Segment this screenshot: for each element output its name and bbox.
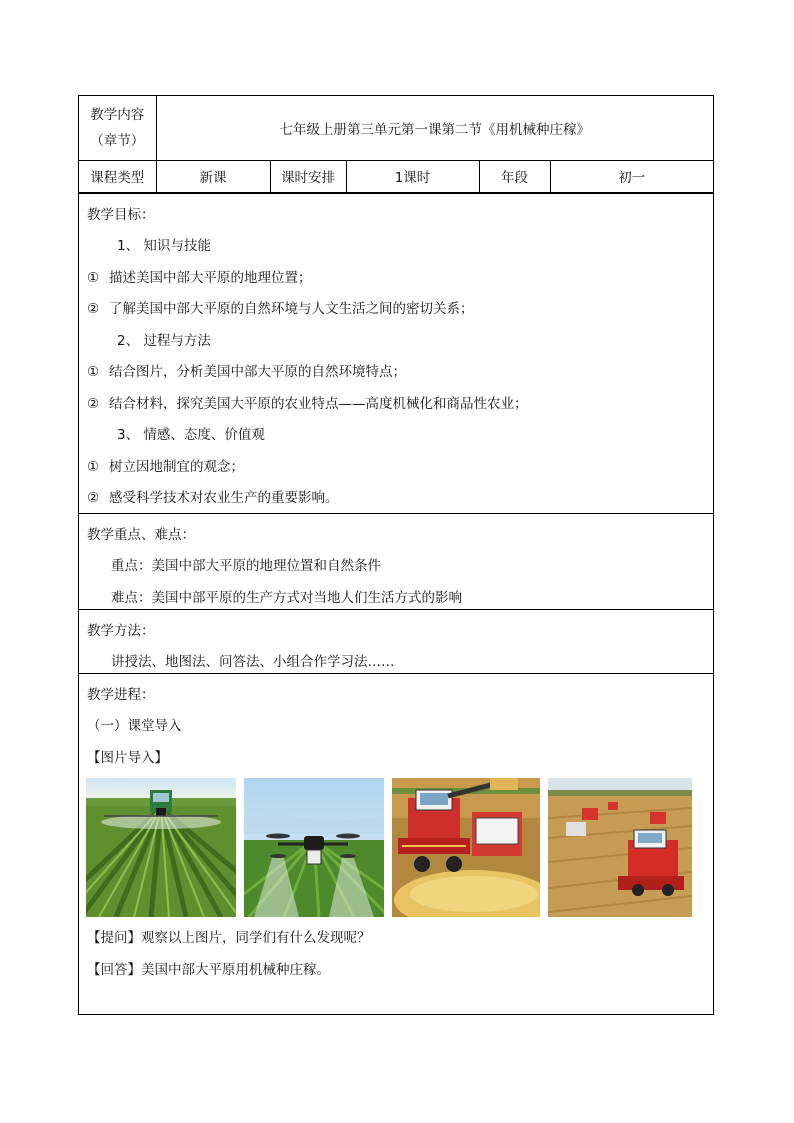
photo-row	[86, 778, 705, 917]
marker-1: ①	[87, 364, 100, 380]
grade-value: 初一	[550, 160, 713, 192]
header-table	[79, 96, 713, 193]
goal-1-item-2: ② 了解美国中部大平原的自然环境与人文生活之间的密切关系；	[87, 294, 705, 326]
content-label-cell	[79, 96, 156, 160]
drone-spraying-photo	[244, 778, 384, 917]
goal-1-item-1: ① 描述美国中部大平原的地理位置；	[87, 263, 705, 295]
marker-1: ①	[87, 458, 100, 475]
methods-text: 讲授法、地图法、问答法、小组合作学习法……	[111, 654, 395, 670]
content-title: 七年级上册第三单元第一课第二节《用机械种庄稼》	[156, 96, 713, 160]
picture-intro-label: 【图片导入】	[87, 749, 168, 766]
content-label: 教学内容	[90, 106, 145, 123]
marker-2: ②	[87, 301, 100, 317]
hours-value: 1课时	[346, 160, 479, 192]
type-value: 新课	[156, 160, 270, 192]
marker-1: ①	[87, 269, 100, 286]
goal-2-item-2: ② 结合材料，探究美国大平原的农业特点——高度机械化和商品性农业；	[87, 389, 705, 421]
type-label: 课程类型	[79, 160, 156, 192]
marker-2: ②	[87, 490, 100, 506]
goals-section	[79, 193, 713, 513]
content-sub-label: （章节）	[90, 132, 145, 149]
hours-label: 课时安排	[270, 160, 346, 192]
goal-2-heading: 2、 过程与方法	[117, 332, 211, 349]
methods-section	[79, 609, 713, 673]
keypoints-section	[79, 513, 713, 609]
tractor-spraying-photo	[86, 778, 236, 917]
keypoints-title: 教学重点、难点：	[87, 526, 195, 543]
goal-3-item-1: ① 树立因地制宜的观念；	[87, 452, 705, 484]
lesson-plan-table	[78, 95, 714, 1015]
methods-title: 教学方法：	[87, 622, 155, 639]
goal-3-item-2: ② 感受科学技术对农业生产的重要影响。	[87, 483, 705, 515]
goal-3-heading: 3、 情感、态度、价值观	[117, 427, 265, 443]
process-step-1: （一）课堂导入	[87, 718, 182, 734]
wheat-field-harvesters-photo	[548, 778, 692, 917]
process-title: 教学进程：	[87, 686, 155, 703]
keypoint-key: 重点：美国中部大平原的地理位置和自然条件	[111, 558, 381, 574]
goals-title: 教学目标：	[87, 206, 155, 223]
question-text: 【提问】观察以上图片，同学们有什么发现呢？	[87, 930, 371, 946]
marker-2: ②	[87, 395, 100, 412]
goal-2-item-1: ① 结合图片，分析美国中部大平原的自然环境特点；	[87, 357, 705, 389]
keypoint-difficulty: 难点：美国中部平原的生产方式对当地人们生活方式的影响	[111, 589, 462, 606]
process-section	[79, 673, 713, 1014]
answer-text: 【回答】美国中部大平原用机械种庄稼。	[87, 961, 330, 978]
grade-label: 年段	[479, 160, 550, 192]
goal-1-heading: 1、 知识与技能	[117, 238, 211, 254]
combine-harvester-photo	[392, 778, 540, 917]
